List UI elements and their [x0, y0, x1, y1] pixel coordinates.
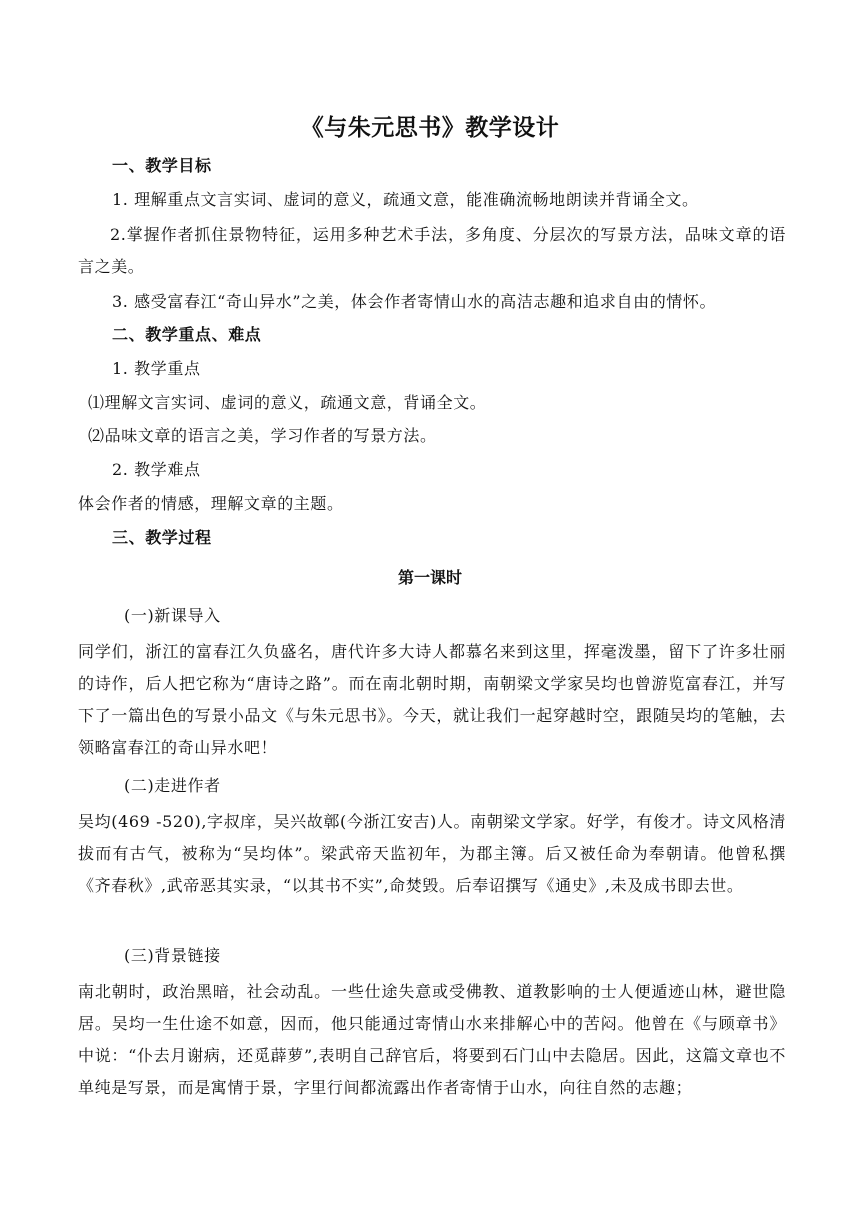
goal-item-2: 2.掌握作者抓住景物特征，运用多种艺术手法，多角度、分层次的写景方法，品味文章的语言之美。: [78, 225, 786, 276]
key-item-1: ⑴理解文言实词、虚词的意义，疏通文意，背诵全文。: [88, 393, 487, 412]
part3-label: (三)背景链接: [124, 946, 221, 965]
key-item-2: ⑵品味文章的语言之美，学习作者的写景方法。: [88, 426, 437, 445]
part1-text: 同学们，浙江的富春江久负盛名，唐代许多大诗人都慕名来到这里，挥毫泼墨，留下了许多壮丽的诗作，后人把它称为“唐诗之路”。而在南北朝时期，南朝梁文学家吴均也曾游览富春江，并写下了一篇出色的写景小品文《与朱元思书》。今天，就让我们一起穿越时空，跟随吴均的笔触，去领略富春江的奇山异水吧！: [78, 642, 786, 757]
part2-label: (二)走进作者: [124, 776, 221, 795]
key-label: 1. 教学重点: [112, 359, 201, 378]
part2-text: 吴均(469 -520),字叔庠，吴兴故鄣(今浙江安吉)人。南朝梁文学家。好学，有俊才。诗文风格清拔而有古气，被称为“吴均体”。梁武帝天监初年，为郡主簿。后又被任命为奉朝请。他曾私撰《齐春秋》,武帝恶其实录，“以其书不实”,命焚毁。后奉诏撰写《通史》,未及成书即去世。: [78, 812, 786, 895]
goal-item-1: 1. 理解重点文言实词、虚词的意义，疏通文意，能准确流畅地朗读并背诵全文。: [112, 190, 699, 209]
part3-text: 南北朝时，政治黑暗，社会动乱。一些仕途失意或受佛教、道教影响的士人便遁迹山林，避世隐居。吴均一生仕途不如意，因而，他只能通过寄情山水来排解心中的苦闷。他曾在《与顾章书》中说：“仆去月谢病，还觅薜萝”,表明自己辞官后，将要到石门山中去隐居。因此，这篇文章也不单纯是写景，而是寓情于景，字里行间都流露出作者寄情于山水，向往自然的志趣；: [78, 982, 786, 1097]
document-title: 《与朱元思书》教学设计: [300, 115, 560, 141]
section-heading-goals: 一、教学目标: [112, 156, 212, 175]
goal-item-3: 3. 感受富春江“奇山异水”之美，体会作者寄情山水的高洁志趣和追求自由的情怀。: [112, 292, 717, 311]
part1-label: (一)新课导入: [124, 606, 221, 625]
section-heading-keypoints: 二、教学重点、难点: [112, 325, 262, 344]
difficulty-label: 2. 教学难点: [112, 460, 201, 479]
difficulty-text: 体会作者的情感，理解文章的主题。: [78, 494, 344, 513]
lesson-title: 第一课时: [397, 568, 462, 587]
section-heading-process: 三、教学过程: [112, 528, 212, 547]
